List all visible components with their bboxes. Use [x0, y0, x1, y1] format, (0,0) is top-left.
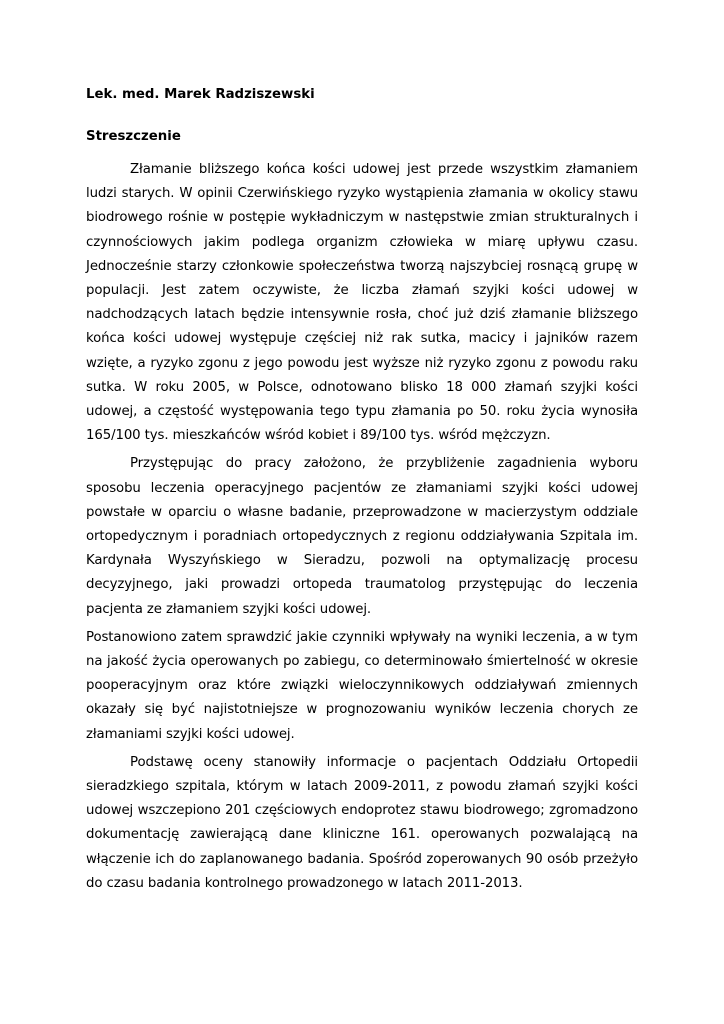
paragraph-4: Podstawę oceny stanowiły informacje o pacjentach Oddziału Ortopedii sieradzkiego szpitala, którym w latach 2009-2011, z powodu złamań szyjki kości udowej wszczepiono 201 częściowych endoprotez stawu biodrowego; zgromadzono dokumentację zawierającą dane kliniczne 161. operowanych pozwalającą na włączenie ich do zaplanowanego badania. Spośród zoperowanych 90 osób przeżyło do czasu badania kontrolnego prowadzonego w latach 2011-2013. [86, 754, 638, 891]
paragraph-2: Przystępując do pracy założono, że przybliżenie zagadnienia wyboru sposobu leczenia operacyjnego pacjentów ze złamaniami szyjki kości udowej powstałe w oparciu o własne badanie, przeprowadzone w macierzystym oddziale ortopedycznym i poradniach ortopedycznych z regionu oddziaływania Szpitala im. Kardynała Wyszyńskiego w Sieradzu, pozwoli na optymalizację procesu decyzyjnego, jaki prowadzi ortopeda traumatolog przystępując do leczenia pacjenta ze złamaniem szyjki kości udowej. [86, 456, 638, 617]
author-line: Lek. med. Marek Radziszewski [86, 87, 315, 102]
document-body [86, 84, 638, 896]
paragraph-1: Złamanie bliższego końca kości udowej jest przede wszystkim złamaniem ludzi starych. W opinii Czerwińskiego ryzyko wystąpienia złamania w okolicy stawu biodrowego rośnie w postępie wykładniczym w następstwie zmian strukturalnych i czynnościowych jakim podlega organizm człowieka w miarę upływu czasu. Jednocześnie starzy członkowie społeczeństwa tworzą najszybciej rosnącą grupę w populacji. Jest zatem oczywiste, że liczba złamań szyjki kości udowej w nadchodzących latach będzie intensywnie rosła, choć już dziś złamanie bliższego końca kości udowej występuje częściej niż rak sutka, macicy i jajników razem wzięte, a ryzyko zgonu z jego powodu jest wyższe niż ryzyko zgonu z powodu raku sutka. W roku 2005, w Polsce, odnotowano blisko 18 000 złamań szyjki kości udowej, a częstość występowania tego typu złamania po 50. roku życia wynosiła 165/100 tys. mieszkańców wśród kobiet i 89/100 tys. wśród mężczyzn. [86, 162, 638, 444]
paragraph-3: Postanowiono zatem sprawdzić jakie czynniki wpływały na wyniki leczenia, a w tym na jakość życia operowanych po zabiegu, co determinowało śmiertelność w okresie pooperacyjnym oraz które związki wieloczynnikowych oddziaływań zmiennych okazały się być najistotniejsze w prognozowaniu wyników leczenia chorych ze złamaniami szyjki kości udowej. [86, 629, 638, 742]
section-heading: Streszczenie [86, 129, 181, 144]
